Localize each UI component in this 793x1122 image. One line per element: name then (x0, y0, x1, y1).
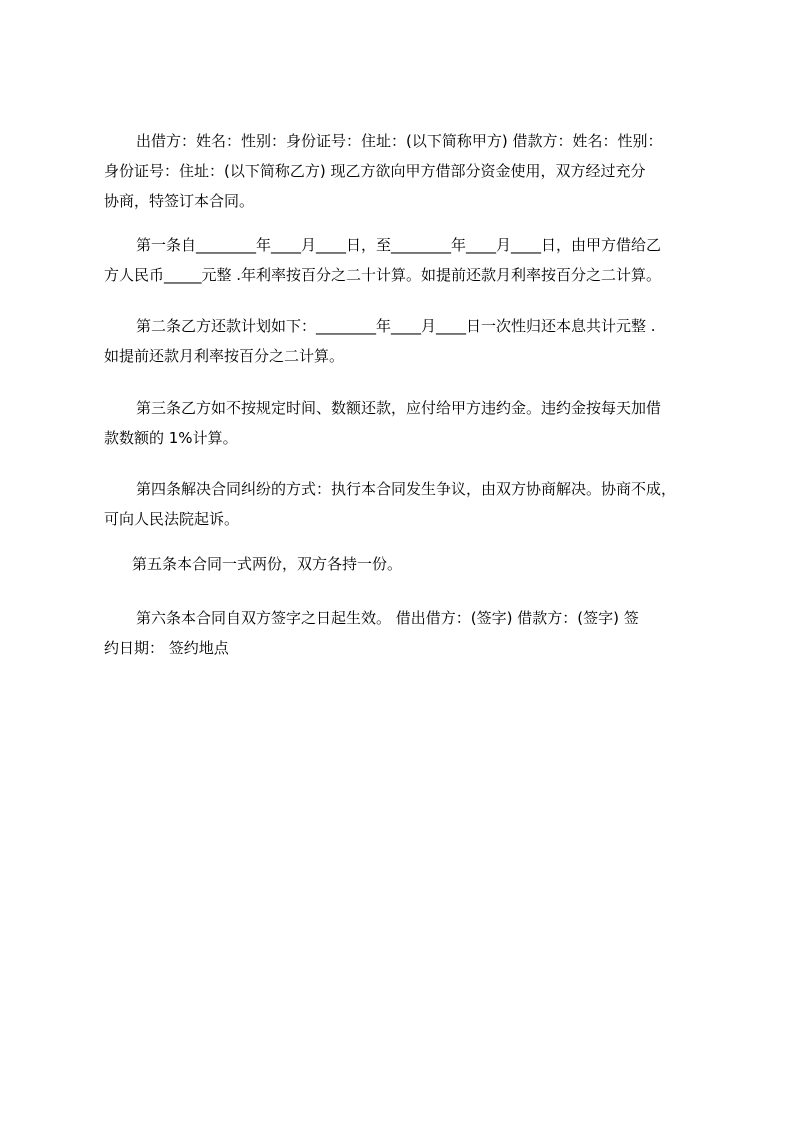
paragraph-article-1 (104, 230, 704, 290)
paragraph-line: 第三条乙方如不按规定时间、数额还款，应付给甲方违约金。违约金按每天加借 (136, 399, 662, 417)
paragraph-line: 第二条乙方还款计划如下：________年____月____日一次性归还本息共计元整 . (136, 317, 656, 335)
paragraph-line: 身份证号：住址：(以下简称乙方) 现乙方欲向甲方借部分资金使用，双方经过充分 (104, 162, 646, 180)
paragraph-line: 第五条本合同一式两份，双方各持一份。 (132, 555, 403, 573)
paragraph-line: 如提前还款月利率按百分之二计算。 (104, 347, 345, 365)
paragraph-article-4 (104, 474, 704, 534)
paragraph-line: 款数额的 1%计算。 (104, 429, 238, 447)
paragraph-line: 协商，特签订本合同。 (104, 192, 255, 210)
paragraph-article-3 (104, 393, 704, 453)
paragraph-line: 第六条本合同自双方签字之日起生效。 借出借方：(签字) 借款方：(签字) 签 (136, 609, 639, 627)
paragraph-article-5 (104, 549, 704, 579)
paragraph-line: 方人民币_____元整 .年利率按百分之二十计算。如提前还款月利率按百分之二计算。 (104, 266, 662, 284)
paragraph-line: 第一条自________年____月____日，至________年____月____日，由甲方借给乙 (136, 236, 662, 254)
paragraph-line: 出借方：姓名：性别：身份证号：住址：(以下简称甲方) 借款方：姓名：性别： (136, 132, 663, 150)
paragraph-article-6 (104, 603, 704, 663)
paragraph-parties (104, 126, 704, 216)
paragraph-line: 第四条解决合同纠纷的方式：执行本合同发生争议，由双方协商解决。协商不成， (136, 480, 677, 498)
paragraph-line: 可向人民法院起诉。 (104, 510, 240, 528)
paragraph-article-2 (104, 311, 704, 371)
paragraph-line: 约日期： 签约地点 (104, 639, 229, 657)
